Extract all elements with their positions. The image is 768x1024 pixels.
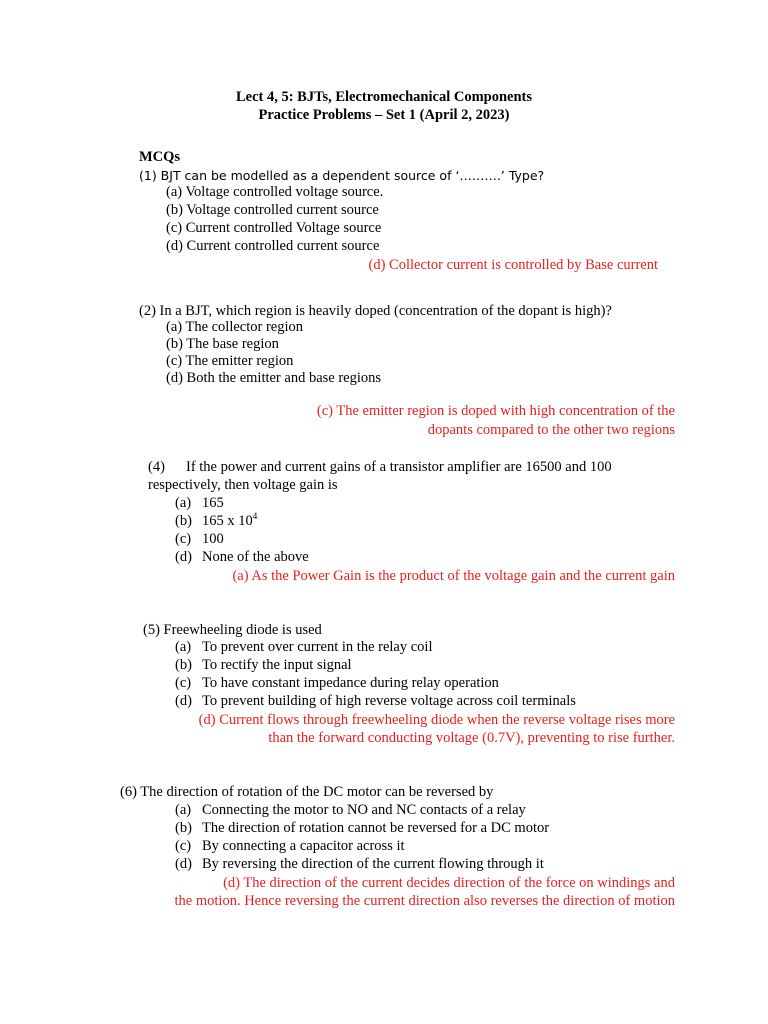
q5-option-c: To have constant impedance during relay operation [202, 675, 499, 691]
q5-option-b-label: (b) [175, 657, 192, 673]
q2-option-b: (b) The base region [166, 336, 279, 352]
q2-option-d: (d) Both the emitter and base regions [166, 370, 382, 386]
q6-option-b: The direction of rotation cannot be reversed for a DC motor [202, 820, 550, 836]
q5-option-a: To prevent over current in the relay coil [202, 639, 433, 655]
section-heading: MCQs [139, 149, 181, 165]
q6-answer-line2: the motion. Hence reversing the current direction also reverses the direction of motion [174, 893, 675, 909]
q6-option-d: By reversing the direction of the current flowing through it [202, 856, 544, 872]
q2-answer-line2: dopants compared to the other two regions [427, 422, 675, 438]
q1-question: (1) BJT can be modelled as a dependent source of ‘……….’ Type? [139, 168, 545, 183]
q6-option-b-label: (b) [175, 820, 192, 836]
q4-answer: (a) As the Power Gain is the product of the voltage gain and the current gain [232, 568, 675, 584]
q4-option-b-label: (b) [175, 513, 192, 529]
q4-option-b-base: 165 x 10 [202, 513, 253, 529]
q4-option-b-exponent: 4 [252, 511, 258, 522]
q4-question-line1: If the power and current gains of a transistor amplifier are 16500 and 100 [186, 459, 612, 475]
q1-option-b: (b) Voltage controlled current source [166, 202, 379, 218]
q5-option-d: To prevent building of high reverse voltage across coil terminals [202, 693, 576, 709]
q1-option-a: (a) Voltage controlled voltage source. [166, 184, 384, 200]
q4-number: (4) [148, 459, 165, 475]
q1-option-c: (c) Current controlled Voltage source [166, 220, 382, 236]
q6-option-c: By connecting a capacitor across it [202, 838, 405, 854]
q4-option-a: 165 [202, 495, 224, 511]
q4-option-d-label: (d) [175, 549, 192, 565]
page-title-line2: Practice Problems – Set 1 (April 2, 2023) [258, 107, 510, 123]
q2-option-a: (a) The collector region [166, 319, 304, 335]
q5-option-a-label: (a) [175, 639, 192, 655]
q5-answer-line2: than the forward conducting voltage (0.7V), preventing to rise further. [268, 730, 675, 746]
q5-option-b: To rectify the input signal [202, 657, 352, 673]
q2-option-c: (c) The emitter region [166, 353, 294, 369]
q1-option-d: (d) Current controlled current source [166, 238, 380, 254]
q4-question-line2: respectively, then voltage gain is [148, 477, 338, 493]
q4-option-c: 100 [202, 531, 224, 547]
q5-question: (5) Freewheeling diode is used [143, 622, 322, 638]
q4-option-a-label: (a) [175, 495, 192, 511]
q6-question: (6) The direction of rotation of the DC motor can be reversed by [120, 784, 494, 800]
q6-option-d-label: (d) [175, 856, 192, 872]
q5-answer-line1: (d) Current flows through freewheeling diode when the reverse voltage rises more [198, 712, 675, 728]
q4-option-c-label: (c) [175, 531, 192, 547]
page-title-line1: Lect 4, 5: BJTs, Electromechanical Components [235, 89, 533, 105]
q6-answer-line1: (d) The direction of the current decides direction of the force on windings and [223, 875, 675, 891]
q5-option-d-label: (d) [175, 693, 192, 709]
q4-option-b [202, 512, 257, 530]
q6-option-a: Connecting the motor to NO and NC contacts of a relay [202, 802, 526, 818]
q2-question: (2) In a BJT, which region is heavily doped (concentration of the dopant is high)? [139, 303, 612, 319]
q1-answer: (d) Collector current is controlled by Base current [368, 257, 658, 273]
q2-answer-line1: (c) The emitter region is doped with high concentration of the [316, 403, 675, 419]
q5-option-c-label: (c) [175, 675, 192, 691]
q6-option-c-label: (c) [175, 838, 192, 854]
q6-option-a-label: (a) [175, 802, 192, 818]
q4-option-d: None of the above [202, 549, 309, 565]
